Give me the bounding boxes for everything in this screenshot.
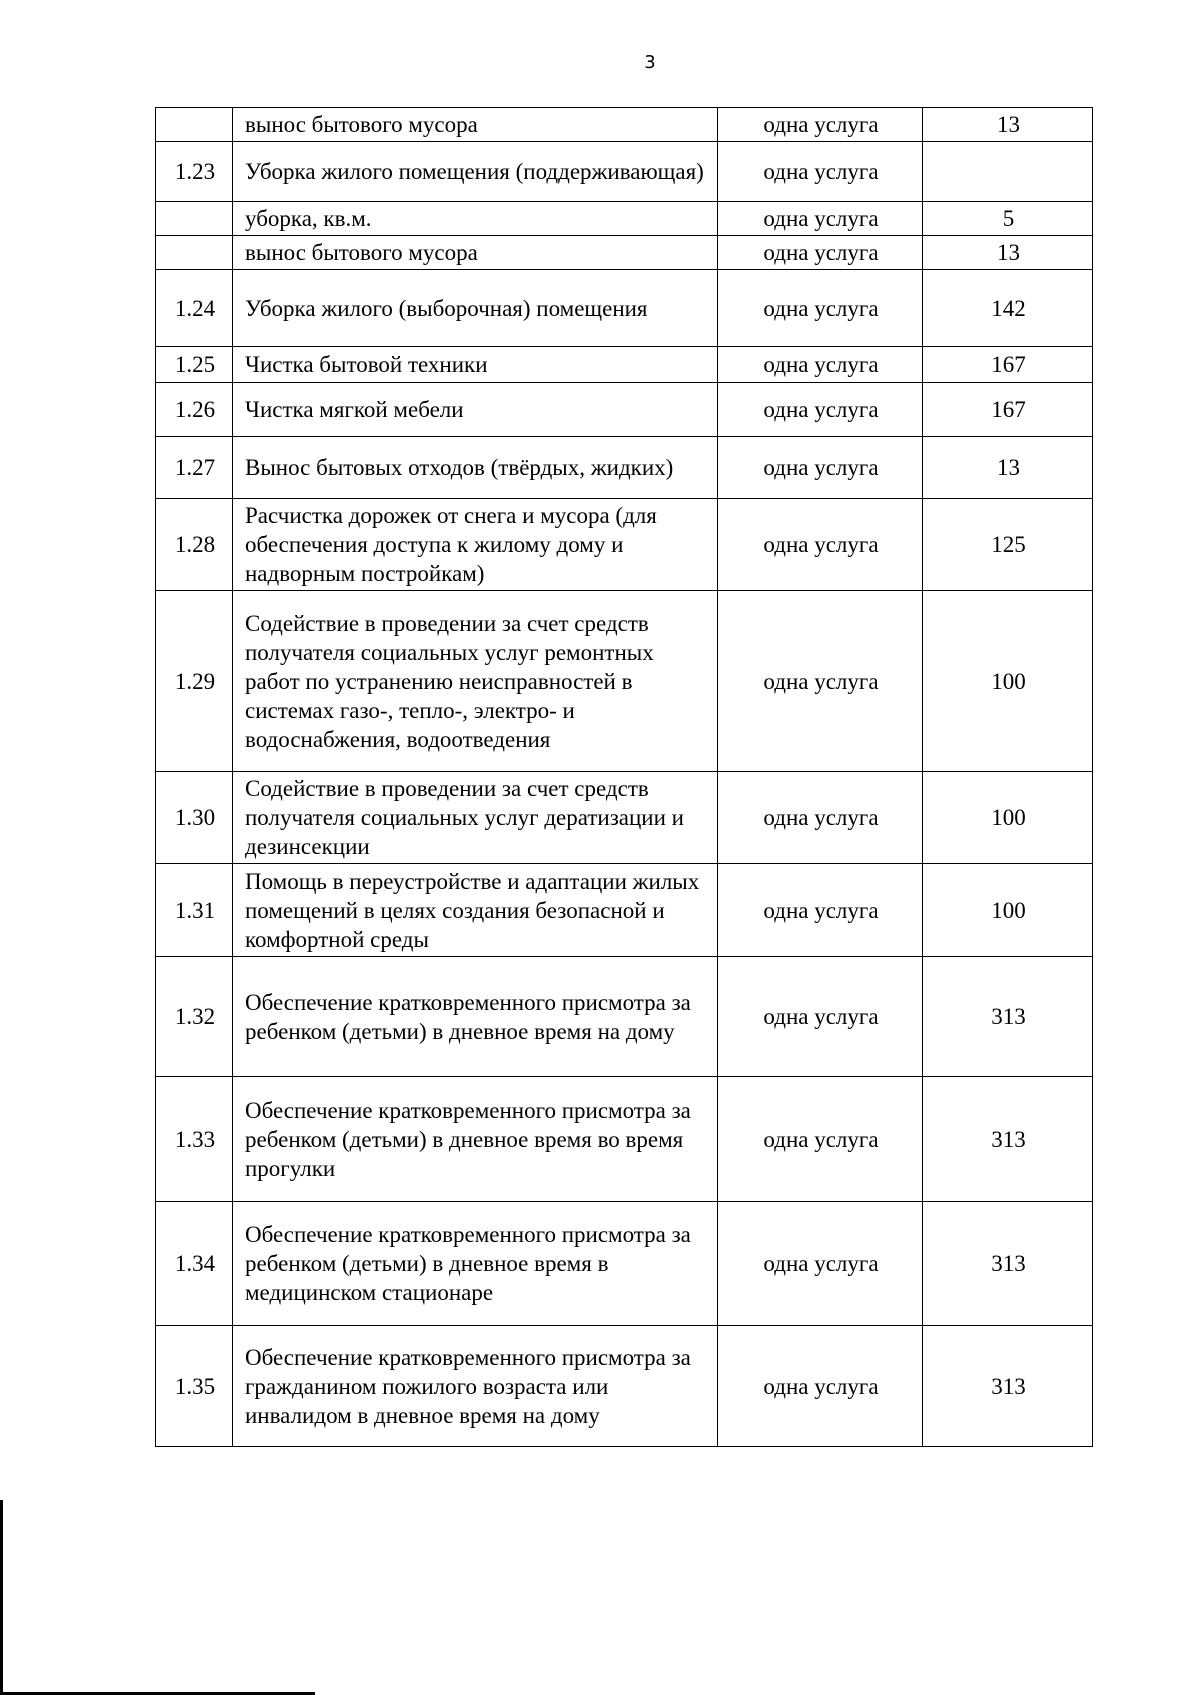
- scan-edge-left: [0, 1500, 3, 1695]
- service-price: 313: [923, 1077, 1093, 1202]
- service-price: 100: [923, 591, 1093, 772]
- service-price: 13: [923, 108, 1093, 142]
- table-row: [156, 1077, 1093, 1202]
- table-row: [156, 864, 1093, 957]
- service-unit: одна услуга: [718, 1326, 923, 1447]
- service-price: 313: [923, 1326, 1093, 1447]
- service-name: Чистка мягкой мебели: [233, 383, 718, 437]
- service-unit: одна услуга: [718, 591, 923, 772]
- service-price: 13: [923, 437, 1093, 499]
- service-name: Обеспечение кратковременного присмотра за ребенком (детьми) в дневное время на дому: [233, 957, 718, 1077]
- service-name: уборка, кв.м.: [233, 202, 718, 236]
- table-row: [156, 957, 1093, 1077]
- service-name: Содействие в проведении за счет средств получателя социальных услуг дератизации и дезинсекции: [233, 772, 718, 864]
- service-unit: одна услуга: [718, 270, 923, 347]
- table-body: [156, 108, 1093, 1447]
- service-number: 1.32: [156, 957, 233, 1077]
- service-number: [156, 108, 233, 142]
- service-name: вынос бытового мусора: [233, 108, 718, 142]
- service-number: 1.27: [156, 437, 233, 499]
- service-number: 1.29: [156, 591, 233, 772]
- service-unit: одна услуга: [718, 383, 923, 437]
- service-number: 1.24: [156, 270, 233, 347]
- service-name: Чистка бытовой техники: [233, 347, 718, 383]
- service-price: 5: [923, 202, 1093, 236]
- service-name: Помощь в переустройстве и адаптации жилых помещений в целях создания безопасной и комфортной среды: [233, 864, 718, 957]
- service-name: Уборка жилого помещения (поддерживающая): [233, 142, 718, 202]
- service-unit: одна услуга: [718, 108, 923, 142]
- table-row: [156, 347, 1093, 383]
- service-price: 313: [923, 957, 1093, 1077]
- service-unit: одна услуга: [718, 1077, 923, 1202]
- table-row: [156, 270, 1093, 347]
- service-number: [156, 236, 233, 270]
- service-name: Обеспечение кратковременного присмотра за ребенком (детьми) в дневное время во время прогулки: [233, 1077, 718, 1202]
- service-price: 167: [923, 383, 1093, 437]
- service-price: 100: [923, 772, 1093, 864]
- service-number: [156, 202, 233, 236]
- service-number: 1.35: [156, 1326, 233, 1447]
- service-price: 313: [923, 1202, 1093, 1326]
- service-number: 1.23: [156, 142, 233, 202]
- service-number: 1.25: [156, 347, 233, 383]
- service-price: 125: [923, 499, 1093, 591]
- table-row: [156, 437, 1093, 499]
- service-unit: одна услуга: [718, 1202, 923, 1326]
- table-row: [156, 1326, 1093, 1447]
- service-unit: одна услуга: [718, 142, 923, 202]
- service-number: 1.31: [156, 864, 233, 957]
- table-row: [156, 108, 1093, 142]
- service-unit: одна услуга: [718, 864, 923, 957]
- service-name: Обеспечение кратковременного присмотра за гражданином пожилого возраста или инвалидом в дневное время на дому: [233, 1326, 718, 1447]
- service-unit: одна услуга: [718, 499, 923, 591]
- service-unit: одна услуга: [718, 236, 923, 270]
- page-number: 3: [644, 52, 656, 73]
- table-row: [156, 1202, 1093, 1326]
- table-row: [156, 202, 1093, 236]
- table-row: [156, 591, 1093, 772]
- service-price: 13: [923, 236, 1093, 270]
- service-name: вынос бытового мусора: [233, 236, 718, 270]
- table-row: [156, 383, 1093, 437]
- service-number: 1.26: [156, 383, 233, 437]
- service-name: Расчистка дорожек от снега и мусора (для обеспечения доступа к жилому дому и надворным постройкам): [233, 499, 718, 591]
- service-unit: одна услуга: [718, 347, 923, 383]
- service-unit: одна услуга: [718, 437, 923, 499]
- service-price: 167: [923, 347, 1093, 383]
- services-price-table: [155, 107, 1093, 1447]
- service-number: 1.34: [156, 1202, 233, 1326]
- service-number: 1.33: [156, 1077, 233, 1202]
- service-name: Уборка жилого (выборочная) помещения: [233, 270, 718, 347]
- service-unit: одна услуга: [718, 772, 923, 864]
- service-name: Обеспечение кратковременного присмотра за ребенком (детьми) в дневное время в медицинском стационаре: [233, 1202, 718, 1326]
- table-row: [156, 142, 1093, 202]
- service-name: Вынос бытовых отходов (твёрдых, жидких): [233, 437, 718, 499]
- service-price: 100: [923, 864, 1093, 957]
- service-number: 1.30: [156, 772, 233, 864]
- service-unit: одна услуга: [718, 202, 923, 236]
- table-row: [156, 236, 1093, 270]
- table-row: [156, 499, 1093, 591]
- table-row: [156, 772, 1093, 864]
- service-price: 142: [923, 270, 1093, 347]
- service-number: 1.28: [156, 499, 233, 591]
- service-price: [923, 142, 1093, 202]
- service-unit: одна услуга: [718, 957, 923, 1077]
- service-name: Содействие в проведении за счет средств получателя социальных услуг ремонтных работ по устранению неисправностей в системах газо-, тепло-, электро- и водоснабжения, водоотведения: [233, 591, 718, 772]
